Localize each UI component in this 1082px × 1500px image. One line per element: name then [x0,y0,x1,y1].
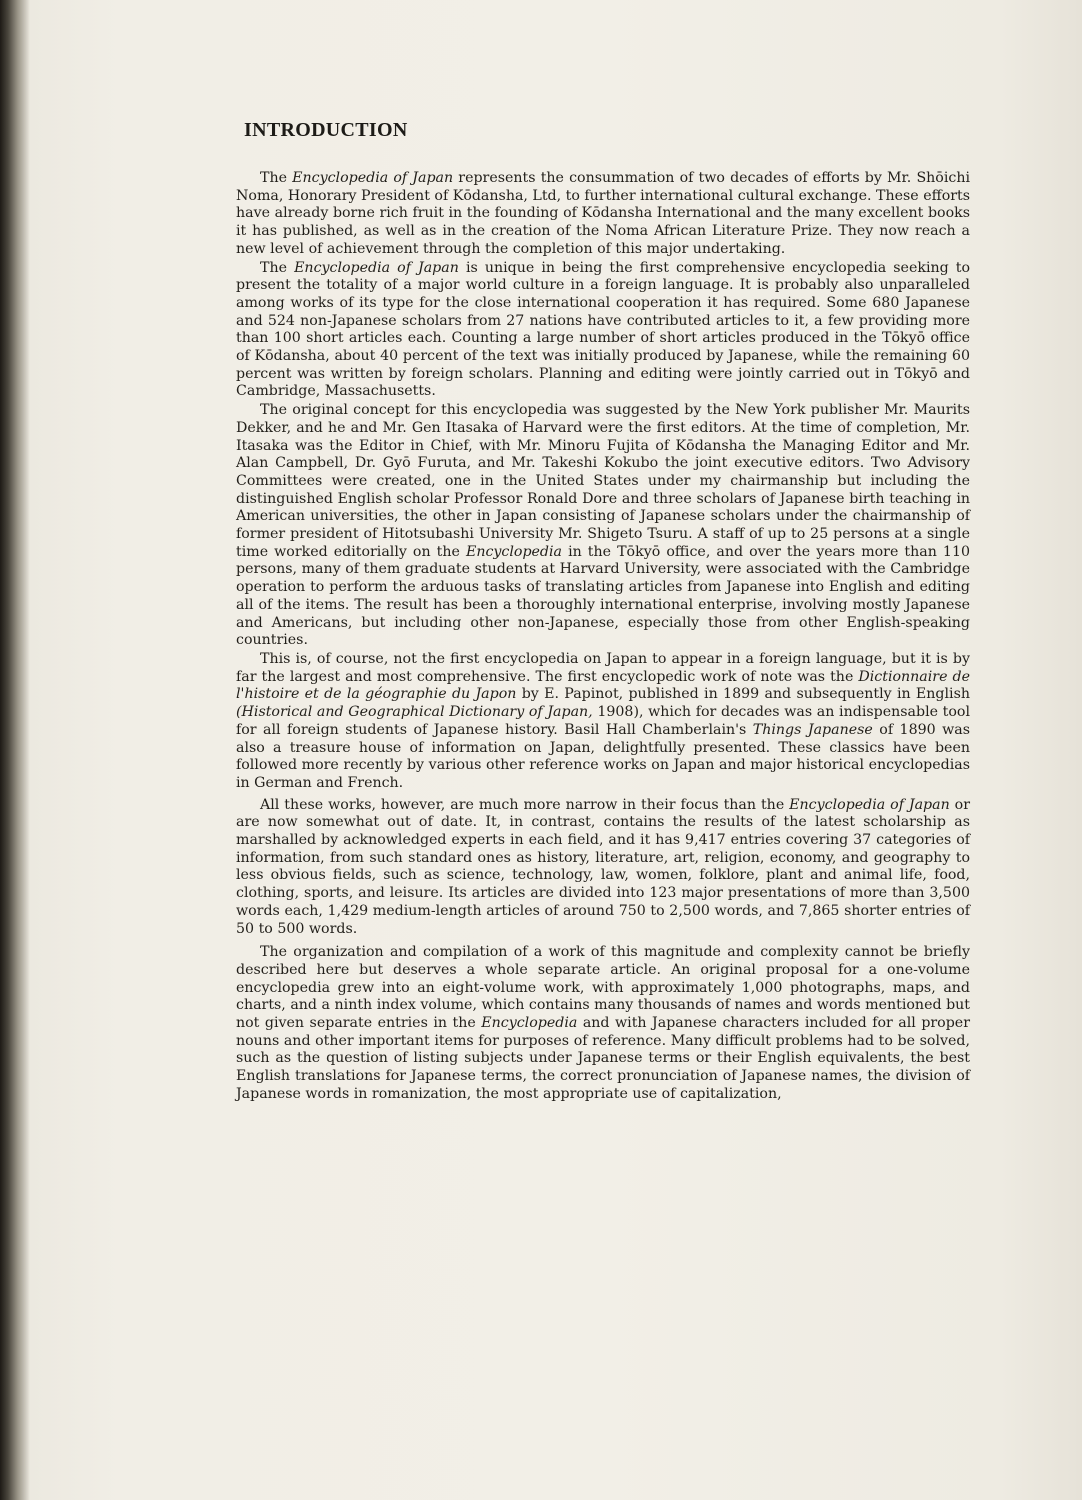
paragraph-3-run-2: Encyclopedia [465,543,563,560]
paragraph-2-run-3: is unique in being the first comprehensive encyclopedia seeking to present the totality of a major world culture in a foreign language. It is probably also unparalleled among works of its type for the close international cooperation it has required. Some 680 Japanese and 524 non-Japanese scholars from 27 nations have contributed articles to it, a few providing more than 100 short articles each. Counting a large number of short articles produced in the Tōkyō office of Kōdansha, about 40 percent of the text was initially produced by Japanese, while the remaining 60 percent was written by foreign scholars. Planning and editing were jointly carried out in Tōkyō and Cambridge, Massachusetts. [236,259,971,400]
paragraph-4-run-5: 1908), which for decades was an indispensable tool for all foreign students of Japanese history. Basil Hall Chamberlain's [236,704,970,738]
paragraph-4-run-3: by E. Papinot, published in 1899 and subsequently in English [516,686,970,703]
paragraph-5 [236,797,970,939]
page-heading: INTRODUCTION [244,119,408,141]
paragraph-3 [236,402,970,650]
paragraph-2 [236,260,970,402]
paragraph-4-run-6: Things Japanese [752,721,873,738]
paragraph-1 [236,170,970,259]
paragraph-1-run-2: Encyclopedia of Japan [292,170,454,186]
paragraph-5-run-3: or are now somewhat out of date. It, in contrast, contains the results of the latest scholarship as marshalled by acknowledged experts in each field, and it has 9,417 entries covering 37 categories of information, from such standard ones as history, literature, art, religion, economy, and geography to less obvious fields, such as science, technology, law, women, folklore, plant and animal life, food, clothing, sports, and leisure. Its articles are divided into 123 major presentations of more than 3,500 words each, 1,429 medium-length articles of around 750 to 2,500 words, and 7,865 shorter entries of 50 to 500 words. [236,796,971,937]
paragraph-1-run-3: represents the consummation of two decades of efforts by Mr. Shōichi Noma, Honorary President of Kōdansha, Ltd, to further international cultural exchange. These efforts have already borne rich fruit in the founding of Kōdansha International and the many excellent books it has published, as well as in the creation of the Noma African Literature Prize. They now reach a new level of achievement through the completion of this major undertaking. [236,170,970,257]
paragraph-6-run-1: The organization and compilation of a work of this magnitude and complexity cannot be briefly described here but deserves a whole separate article. An original proposal for a one-volume encyclopedia grew into an eight-volume work, with approximately 1,000 photographs, maps, and charts, and a ninth index volume, which contains many thousands of names and words mentioned but not given separate entries in the [236,944,970,1032]
introduction-body [236,170,970,1104]
paragraph-4 [236,651,970,793]
paragraph-3-run-1: The original concept for this encyclopedia was suggested by the New York publisher Mr. Maurits Dekker, and he and Mr. Gen Itasaka of Harvard were the first editors. At the time of completion, Mr. Itasaka was the Editor in Chief, with Mr. Minoru Fujita of Kōdansha the Managing Editor and Mr. Alan Campbell, Dr. Gyō Furuta, and Mr. Takeshi Kokubo the joint executive editors. Two Advisory Committees were created, one in the United States under my chairmanship but including the distinguished English scholar Professor Ronald Dore and three scholars of Japanese birth teaching in American universities, the other in Japan consisting of Japanese scholars under the chairmanship of former president of Hitotsubashi University Mr. Shigeto Tsuru. A staff of up to 25 persons at a single time worked editorially on the [236,402,970,560]
paragraph-6 [236,944,970,1103]
paragraph-1-run-1: The [260,170,293,186]
paragraph-2-run-2: Encyclopedia of Japan [294,259,459,276]
paragraph-4-run-1: This is, of course, not the first encyclopedia on Japan to appear in a foreign language, but it is by far the largest and most comprehensive. The first encyclopedic work of note was the [236,650,970,685]
binding-shadow [0,0,30,1500]
paragraph-4-run-7: of 1890 was also a treasure house of information on Japan, delightfully presented. These classics have been followed more recently by various other reference works on Japan and major historical encyclopedias in German and French. [236,721,971,791]
paragraph-6-run-3: and with Japanese characters included for all proper nouns and other important items for purposes of reference. Many difficult problems had to be solved, such as the question of listing subjects under Japanese terms or their English equivalents, the best English translations for Japanese terms, the correct pronunciation of Japanese names, the division of Japanese words in romanization, the most appropriate use of capitalization, [236,1015,970,1102]
paragraph-5-run-1: All these works, however, are much more narrow in their focus than the [260,796,790,813]
paragraph-6-run-2: Encyclopedia [481,1015,578,1032]
paragraph-3-run-3: in the Tōkyō office, and over the years more than 110 persons, many of them graduate students at Harvard University, were associated with the Cambridge operation to perform the arduous tasks of translating articles from Japanese into English and editing all of the items. The result has been a thoroughly international enterprise, involving mostly Japanese and Americans, but including other non-Japanese, especially those from other English-speaking countries. [236,543,970,649]
paragraph-4-run-2: Dictionnaire de l'histoire et de la géographie du Japon [236,668,971,703]
paragraph-4-run-4: (Historical and Geographical Dictionary of Japan, [236,704,593,721]
paragraph-5-run-2: Encyclopedia of Japan [789,796,950,813]
paragraph-2-run-1: The [260,259,295,276]
